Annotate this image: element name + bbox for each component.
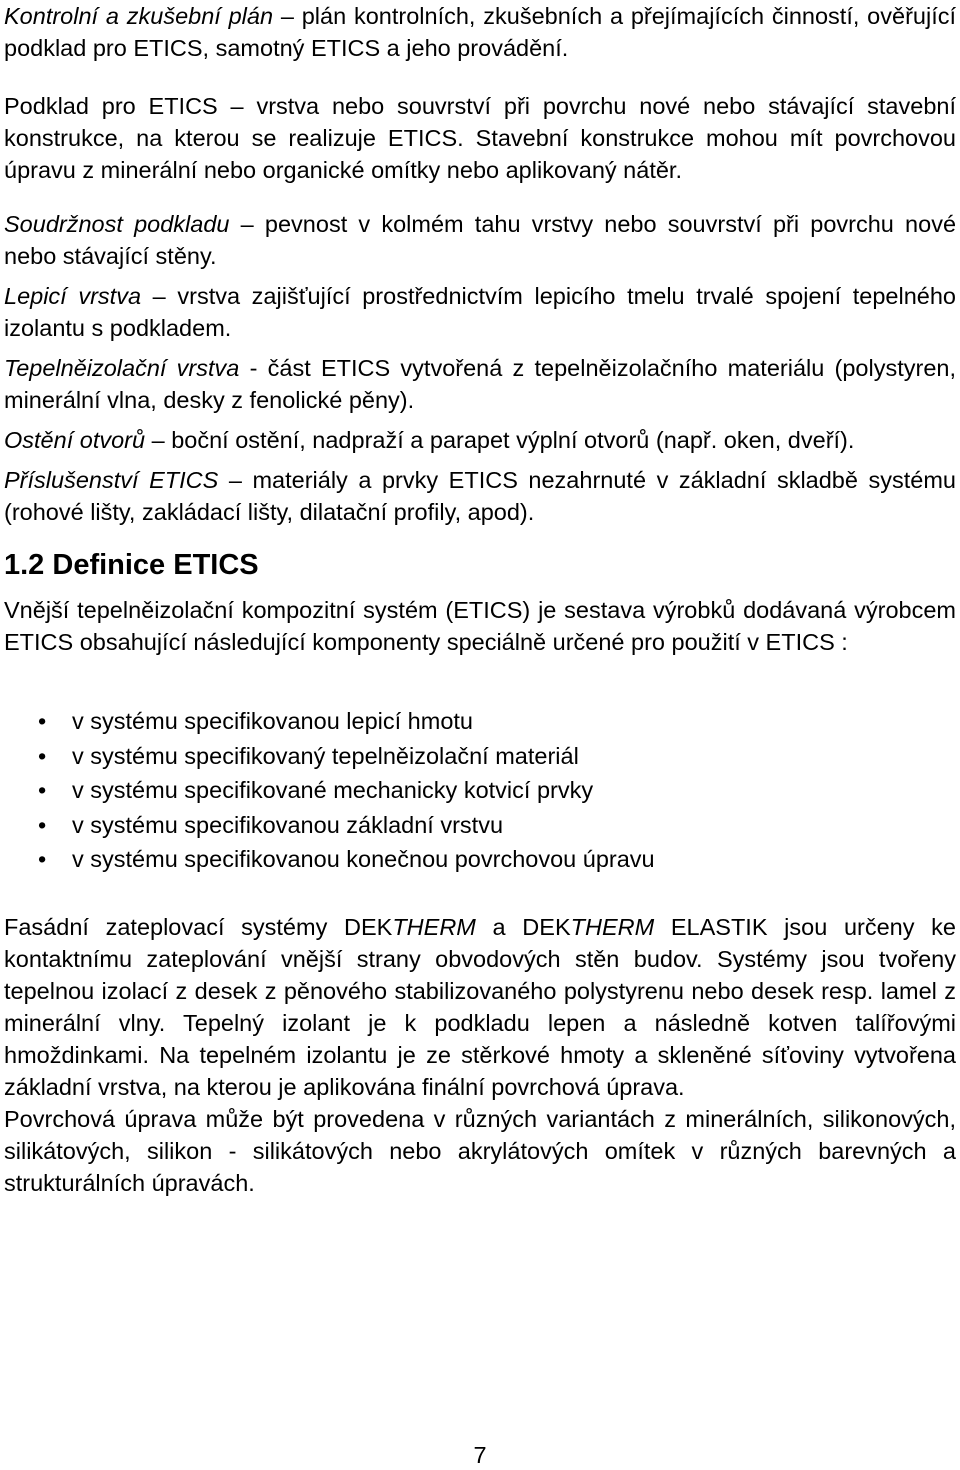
list-item bbox=[4, 773, 956, 808]
component-list bbox=[4, 704, 956, 877]
definition-kontrolni-plan bbox=[4, 0, 956, 64]
paragraph-text: a DEK bbox=[475, 913, 571, 940]
definition-osteni-otvoru bbox=[4, 424, 956, 456]
list-item bbox=[4, 808, 956, 843]
paragraph-povrchova-uprava: Povrchová úprava může být provedena v různých variantách z minerálních, silikonových, silikátových, silikon - silikátových nebo akrylátových omítek v různých barevných a strukturálních úpravách. bbox=[4, 1105, 956, 1196]
document-page bbox=[4, 0, 956, 1199]
list-item-text: v systému specifikovanou konečnou povrchovou úpravu bbox=[72, 846, 655, 872]
definition-tepelneizolacni-vrstva bbox=[4, 352, 956, 416]
bullet-icon: • bbox=[38, 846, 47, 872]
definition-podklad bbox=[4, 90, 956, 186]
definition-text: – boční ostění, nadpraží a parapet výplní otvorů (např. oken, dveří). bbox=[145, 427, 855, 453]
brand-name: THERM bbox=[570, 913, 655, 940]
definition-text: – materiály a prvky ETICS nezahrnuté v základní skladbě systému (rohové lišty, zakládací lišty, dilatační profily, apod). bbox=[4, 467, 956, 525]
bullet-icon: • bbox=[38, 811, 47, 838]
list-item-text: v systému specifikované mechanicky kotvicí prvky bbox=[72, 777, 594, 803]
paragraph-text: Fasádní zateplovací systémy DEK bbox=[4, 913, 393, 940]
definition-lepici-vrstva bbox=[4, 280, 956, 344]
definition-soudrznost bbox=[4, 208, 956, 272]
list-item bbox=[4, 704, 956, 739]
definition-term: Ostění otvorů bbox=[4, 427, 146, 453]
definition-term: Příslušenství ETICS bbox=[4, 467, 219, 493]
definition-text: Podklad pro ETICS – vrstva nebo souvrství při povrchu nové nebo stávající stavební konstrukce, na kterou se realizuje ETICS. Stavební konstrukce mohou mít povrchovou úpravu z minerální nebo organické omítky nebo aplikovaný nátěr. bbox=[4, 93, 956, 183]
definition-prislusenstvi bbox=[4, 464, 956, 528]
definition-text: - část ETICS vytvořená z tepelněizolačního materiálu (polystyren, minerální vlna, desky z fenolické pěny). bbox=[4, 355, 956, 413]
bullet-icon: • bbox=[38, 742, 47, 769]
list-item-text: v systému specifikovanou lepicí hmotu bbox=[72, 708, 473, 734]
page-number: 7 bbox=[473, 1442, 487, 1468]
definition-term: Tepelněizolační vrstva bbox=[4, 355, 240, 381]
definition-term: Lepicí vrstva bbox=[4, 283, 142, 309]
list-item-text: v systému specifikovanou základní vrstvu bbox=[72, 811, 504, 838]
definition-text: – vrstva zajišťující prostřednictvím lepicího tmelu trvalé spojení tepelného izolantu s podkladem. bbox=[4, 283, 956, 341]
definition-text: – plán kontrolních, zkušebních a přejímajících činností, ověřující podklad pro ETICS, samotný ETICS a jeho provádění. bbox=[4, 3, 956, 61]
section-intro: Vnější tepelněizolační kompozitní systém (ETICS) je sestava výrobků dodávaná výrobcem ETICS obsahující následující komponenty speciálně určené pro použití v ETICS : bbox=[4, 597, 956, 655]
list-item bbox=[4, 842, 956, 877]
bullet-icon: • bbox=[38, 777, 47, 803]
definition-term: Soudržnost podkladu bbox=[4, 211, 230, 237]
paragraph-text: ELASTIK jsou určeny ke kontaktnímu zateplování vnější strany obvodových stěn budov. Systémy jsou tvořeny tepelnou izolací z desek z pěnového stabilizovaného polystyrenu nebo desek resp. lamel z minerální vlny. Tepelný izolant je k podkladu lepen a následně kotven talířovými hmoždinkami. Na tepelném izolantu je ze stěrkové hmoty a skleněné síťoviny vytvořena základní vrstva, na kterou je aplikována finální povrchová úprava. bbox=[4, 913, 957, 1100]
paragraph-dektherm bbox=[4, 911, 956, 1103]
list-item bbox=[4, 739, 956, 774]
list-item-text: v systému specifikovaný tepelněizolační materiál bbox=[72, 742, 579, 769]
definition-term: Kontrolní a zkušební plán bbox=[4, 3, 274, 29]
definition-text: – pevnost v kolmém tahu vrstvy nebo souvrství při povrchu nové nebo stávající stěny. bbox=[4, 211, 957, 269]
bullet-icon: • bbox=[38, 708, 47, 734]
section-heading: 1.2 Definice ETICS bbox=[4, 549, 259, 581]
brand-name: THERM bbox=[392, 913, 476, 940]
